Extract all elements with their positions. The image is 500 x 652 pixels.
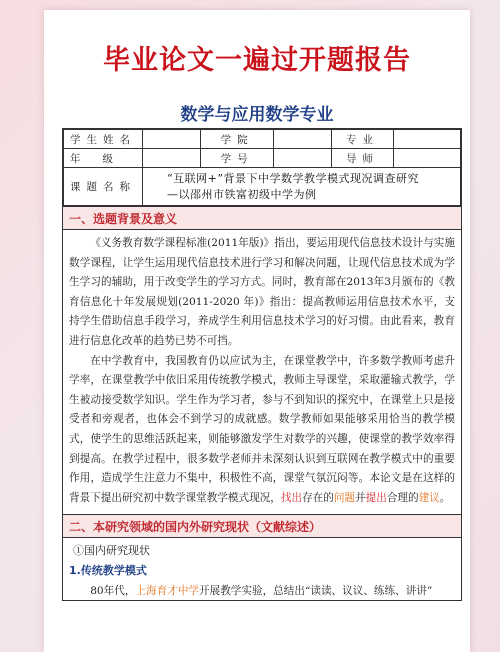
major-value[interactable] [393,130,460,149]
info-table [63,129,461,206]
advisor-label: 导师 [332,149,393,168]
section-1-body [63,230,461,514]
traditional-model-subheading: 1.传统教学模式 [69,564,147,578]
college-label: 学院 [200,130,274,149]
highlight-school: 上海育才中学 [135,585,200,598]
paragraph-2-text-mid3: 合理的 [386,491,419,504]
section-2-paragraph [63,580,461,600]
paragraph-2-text-mid: 存在的 [302,491,334,504]
topic-line-1: “互联网+”背景下中学数学教学模式现况调查研究 [167,171,419,185]
grade-label: 年级 [64,149,143,168]
highlight-suggestion: 建议 [418,491,440,504]
page-subtitle: 数学与应用数学专业 [180,105,334,125]
section-1-paragraph-1: 《义务教育数学课程标准(2011年版)》指出，要运用现代信息技术设计与实施数学课程，让学生运用现代信息技术进行学习和解决问题，让现代信息技术成为学生学习的辅助，用于改变学生的学习方式。同时，教育部在2013年3月颁布的《教育信息化十年发展规划(2011-2020 年)》指出：提高教师运用信息技术水平，支持学生借助信息手段学习，养成学生利用信息技术学习的好习惯。由此看来，教育进行信息化改革的趋势已势不可挡。 [69,237,455,347]
topic-value [143,168,461,206]
topic-label: 课题名称 [64,168,143,206]
major-label: 专业 [332,130,393,149]
section-2-heading: 二、本研究领域的国内外研究现状（文献综述） [63,514,461,538]
college-value[interactable] [274,130,332,149]
student-id-label: 学号 [200,149,274,168]
document-page [44,10,470,652]
student-name-label: 学生姓名 [64,130,143,149]
section-2-text-end: 开展教学实验，总结出“读读、议议、练练、讲讲” [199,585,433,598]
student-name-value[interactable] [143,130,201,149]
highlight-problem: 问题 [333,491,356,504]
paragraph-2-text: 在中学教育中，我国教育仍以应试为主，在课堂教学中，许多数学教师考虑升学率，在课堂教学中依旧采用传统教学模式，教师主导课堂，采取灌输式教学，学生被动接受数学知识。学生作为学习者，参与不到知识的探究中，在课堂上只是接受者和旁观者，也体会不到学习的成就感。数学教师如果能够采用恰当的教学模式，使学生的思维活跃起来，则能够激发学生对数学的兴趣，使课堂的教学效率得到提高。在教学过程中，很多数学老师并未深刻认识到互联网在教学模式中的重要作用，造成学生注意力不集中，积极性不高，课堂气氛沉闷等。本论文是在这样的背景下提出研究初中数学课堂教学模式现况， [69,354,455,504]
domestic-research-subheading: ①国内研究现状 [73,544,150,558]
paragraph-2-text-mid2: 并 [355,491,366,504]
grade-value[interactable] [143,149,201,168]
highlight-propose: 提出 [365,491,387,504]
page-title: 毕业论文一遍过开题报告 [103,45,411,76]
highlight-find: 找出 [280,491,303,504]
report-form [62,128,462,601]
section-1-heading: 一、选题背景及意义 [63,206,461,230]
topic-line-2: —以邵州市铁富初级中学为例 [167,187,317,201]
paragraph-2-text-end: 。 [439,491,451,504]
section-1-paragraph-2 [69,352,455,509]
section-2-text-start: 80年代， [90,585,136,598]
advisor-value[interactable] [393,149,460,168]
student-id-value[interactable] [274,149,332,168]
